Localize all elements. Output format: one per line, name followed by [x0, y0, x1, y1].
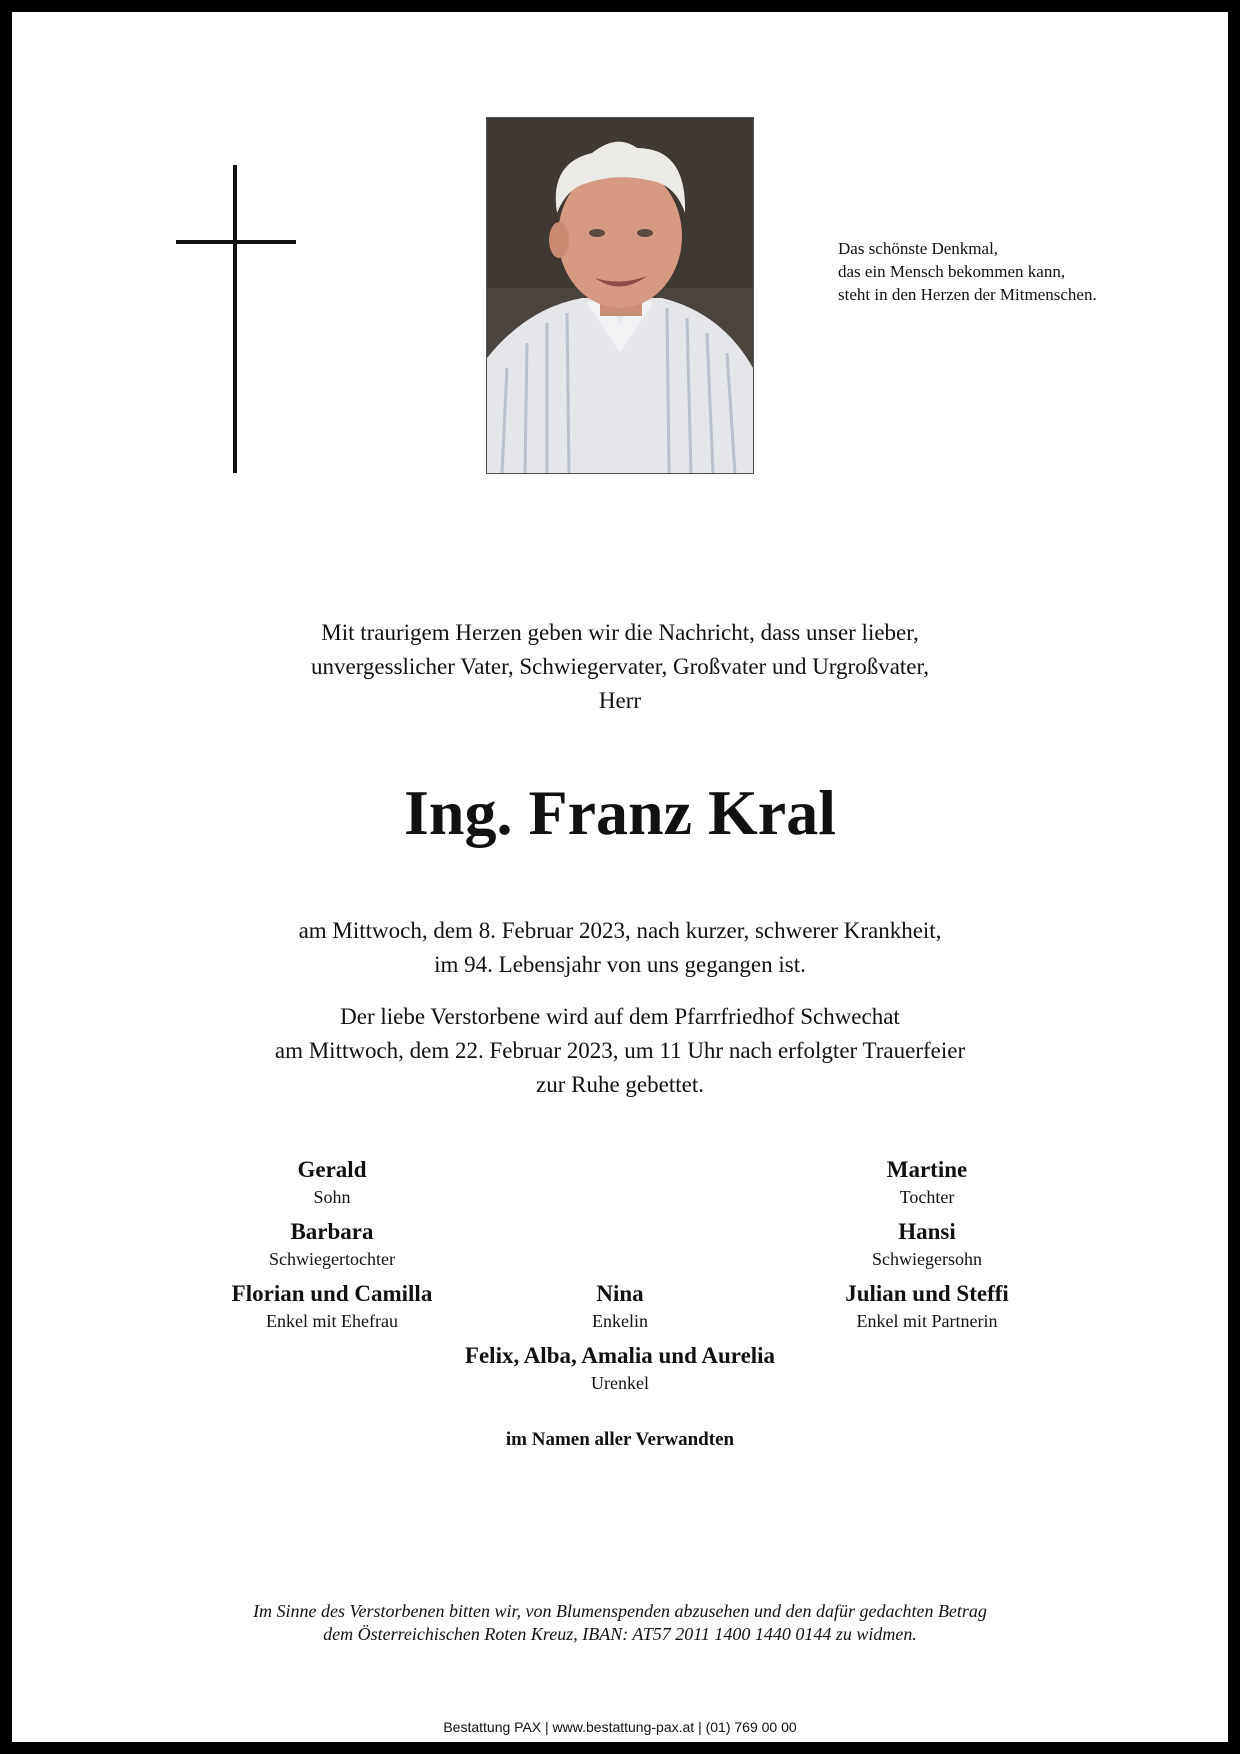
cross-icon	[176, 165, 296, 485]
donation-note	[12, 1600, 1228, 1646]
relative-relation: Schwiegertochter	[269, 1249, 395, 1269]
donation-line: dem Österreichischen Roten Kreuz, IBAN: AT57 2011 1400 1440 0144 zu widmen.	[323, 1624, 917, 1644]
relative-entry	[162, 1155, 502, 1209]
passing-line: am Mittwoch, dem 8. Februar 2023, nach kurzer, schwerer Krankheit,	[298, 918, 942, 943]
relative-entry	[757, 1155, 1097, 1209]
relative-entry	[757, 1279, 1097, 1333]
relative-entry	[757, 1217, 1097, 1271]
intro-line: Mit traurigem Herzen geben wir die Nachricht, dass unser lieber,	[321, 620, 919, 645]
relative-relation: Sohn	[313, 1187, 351, 1207]
quote-line: steht in den Herzen der Mitmenschen.	[838, 285, 1097, 304]
relative-name: Nina	[596, 1281, 644, 1306]
intro-line: unvergesslicher Vater, Schwiegervater, Großvater und Urgroßvater,	[310, 654, 930, 679]
relative-entry	[162, 1217, 502, 1271]
deceased-name: Ing. Franz Kral	[404, 777, 836, 848]
relative-name: Martine	[886, 1157, 968, 1182]
intro-text	[12, 616, 1228, 718]
passing-line: im 94. Lebensjahr von uns gegangen ist.	[434, 952, 806, 977]
burial-line: zur Ruhe gebettet.	[536, 1072, 704, 1097]
closing-text: im Namen aller Verwandten	[505, 1429, 735, 1450]
relative-name: Gerald	[297, 1157, 367, 1182]
relative-relation: Enkel mit Ehefrau	[266, 1311, 398, 1331]
intro-line: Herr	[598, 688, 642, 713]
obituary-page	[12, 12, 1228, 1742]
relative-name: Florian und Camilla	[231, 1281, 433, 1306]
relative-name: Felix, Alba, Amalia und Aurelia	[464, 1343, 776, 1368]
funeral-home-footer: Bestattung PAX | www.bestattung-pax.at | (01) 769 00 00	[443, 1719, 797, 1735]
relative-relation: Schwiegersohn	[872, 1249, 982, 1269]
relative-name: Hansi	[898, 1219, 956, 1244]
passing-text	[12, 914, 1228, 982]
relative-relation: Urenkel	[591, 1373, 649, 1393]
quote-line: Das schönste Denkmal,	[838, 239, 999, 258]
relative-relation: Tochter	[899, 1187, 955, 1207]
relative-relation: Enkelin	[592, 1311, 648, 1331]
portrait-photo	[486, 117, 754, 474]
memorial-quote	[838, 237, 1178, 306]
relative-entry	[370, 1341, 870, 1395]
relative-name: Julian und Steffi	[845, 1281, 1009, 1306]
burial-line: am Mittwoch, dem 22. Februar 2023, um 11 Uhr nach erfolgter Trauerfeier	[274, 1038, 966, 1063]
burial-line: Der liebe Verstorbene wird auf dem Pfarrfriedhof Schwechat	[340, 1004, 900, 1029]
donation-line: Im Sinne des Verstorbenen bitten wir, von Blumenspenden abzusehen und den dafür gedachten Betrag	[253, 1601, 987, 1621]
relative-relation: Enkel mit Partnerin	[856, 1311, 998, 1331]
relative-entry	[450, 1279, 790, 1333]
quote-line: das ein Mensch bekommen kann,	[838, 262, 1066, 281]
relative-name: Barbara	[290, 1219, 374, 1244]
burial-text	[12, 1000, 1228, 1102]
